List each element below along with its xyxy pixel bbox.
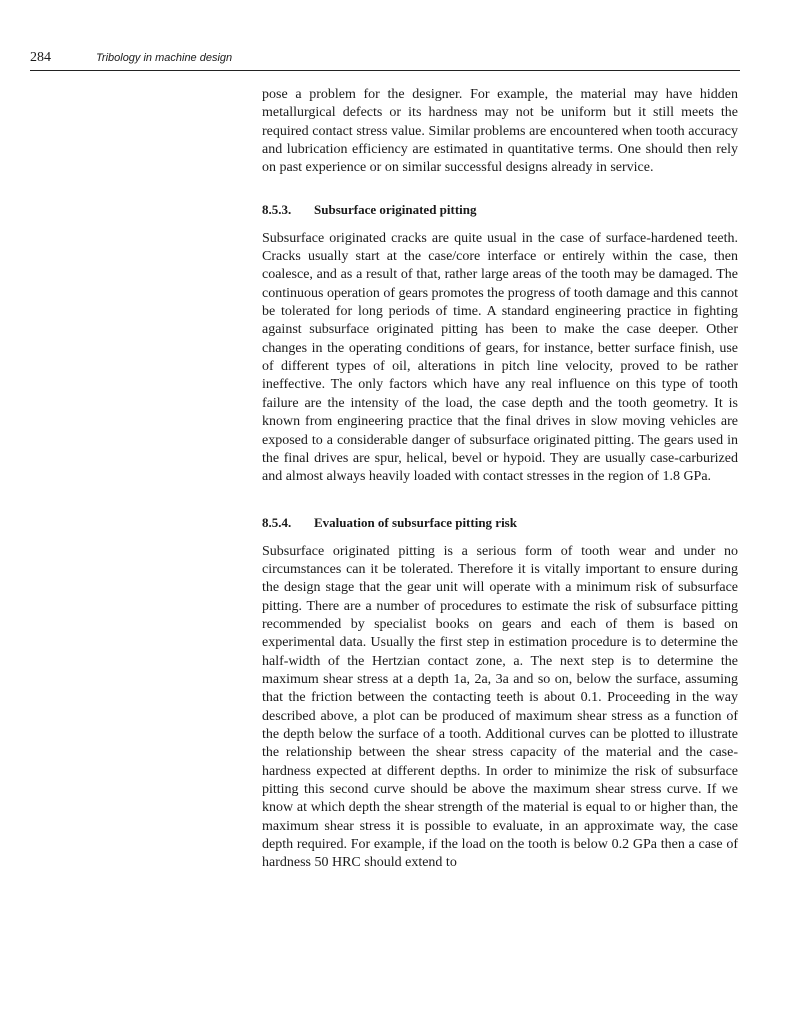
section-paragraph-8-5-3: Subsurface originated cracks are quite usual in the case of surface-hardened teeth. Cracks usually start at the case/core interface or entirely within the case, then coalesce, and as a result of that, rather large areas of the tooth may be damaged. The continuous operation of gears promotes the progress of tooth damage and this cannot be tolerated for long periods of time. A standard engineering practice in fighting against subsurface originated pitting has been to make the case deeper. Other changes in the operating conditions of gears, for instance, better surface finish, use of different types of oil, alterations in pitch line velocity, proved to be rather ineffective. The only factors which have any real influence on this type of tooth failure are the intensity of the load, the case depth and the tooth geometry. It is known from engineering practice that the final drives in slow moving vehicles are exposed to a considerable danger of subsurface originated pitting. The gears used in the final drives are spur, helical, bevel or hypoid. They are usually case-carburized and almost always heavily loaded with contact stresses in the region of 1.8 GPa. [262,230,738,485]
intro-paragraph: pose a problem for the designer. For example, the material may have hidden metallurgical defects or its hardness may not be uniform but it still meets the required contact stress value. Similar problems are encountered when tooth accuracy and lubrication efficiency are estimated in quantitative terms. One should then rely on past experience or on similar successful designs already in service. [262,87,738,176]
section-title: Evaluation of subsurface pitting risk [314,514,517,530]
body-column [262,86,738,873]
section-paragraph-8-5-4: Subsurface originated pitting is a serious form of tooth wear and under no circumstances can it be tolerated. Therefore it is vitally important to ensure during the design stage that the gear unit will operate with a minimum risk of subsurface pitting. There are a number of procedures to estimate the risk of subsurface pitting recommended by specialist books on gears and each of them is based on experimental data. Usually the first step in estimation procedure is to determine the half-width of the Hertzian contact zone, a. The next step is to determine the maximum shear stress at a depth 1a, 2a, 3a and so on, below the surface, assuming that the friction between the contacting teeth is about 0.1. Proceeding in the way described above, a plot can be produced of maximum shear stress as a function of the depth below the surface of a tooth. Additional curves can be plotted to illustrate the relationship between the shear stress capacity of the material and the case-hardness expected at different depths. In order to minimize the risk of subsurface pitting this second curve should be above the maximum shear stress curve. If we know at which depth the shear strength of the material is equal to or higher than, the maximum shear stress it is possible to evaluate, in an approximate way, the case depth required. For example, if the load on the tooth is below 0.2 GPa then a case of hardness 50 HRC should extend to [262,543,738,871]
section-heading-8-5-3 [262,202,738,218]
section-number: 8.5.3. [262,201,292,217]
page-number: 284 [30,50,51,65]
running-head [30,50,740,71]
section-number: 8.5.4. [262,514,292,530]
section-title: Subsurface originated pitting [314,201,477,217]
section-heading-8-5-4 [262,515,738,531]
running-title: Tribology in machine design [96,52,233,64]
